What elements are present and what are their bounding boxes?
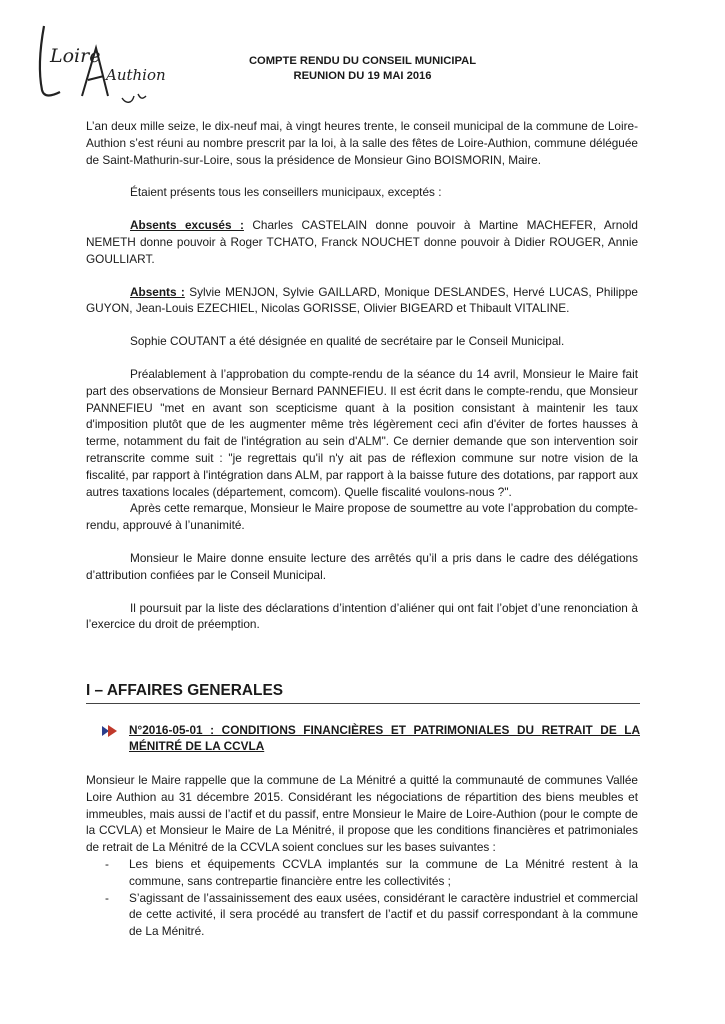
list-item (86, 856, 638, 890)
absents-excuses-label: Absents excusés : (130, 218, 244, 233)
section-title: I – AFFAIRES GENERALES (86, 682, 640, 704)
paragraph-approval-observations: Préalablement à l’approbation du compte-rendu de la séance du 14 avril, Monsieur le Maire fait part des observations de Monsieur Bernard PANNEFIEU. Il est écrit dans le compte-rendu, que Monsieur PANNEFIEU "met en avant son scepticisme quant à la position consistant à maintenir les taux d'imposition plutôt que de les augmenter même très légèrement ceci afin d'éviter de fortes hausses à terme, notamment du fait de l'intégration au sein d'ALM". Ce dernier demande que son intervention soir retranscrite comme suit : "je regrettais qu'il n'y ait pas de réflexion commune sur notre vision de la fiscalité, par rapport à l'intégration dans ALM, par rapport à la baisse future des dotations, par rapport aux autres taxations locales (département, comcom). Quelle fiscalité voulons-nous ?". (86, 366, 638, 499)
list-item-text: S’agissant de l’assainissement des eaux usées, considérant le caractère industriel et commercial de cette activité, il sera procédé au transfert de l’actif et du passif correspondant à la commune de La Ménitré. (129, 890, 638, 939)
document-body (86, 118, 638, 633)
absents-label: Absents : (130, 284, 185, 299)
agenda-item-intro: Monsieur le Maire rappelle que la commune de La Ménitré a quitté la communauté de communes Vallée Loire Authion au 31 décembre 2015. Considérant les négociations de répartition des biens meubles et immeubles, mais aussi de l’actif et du passif, entre Monsieur le Maire de Loire-Authion (pour le compte de la CCVLA) et Monsieur le Maire de La Ménitré, il propose que les conditions financières et patrimoniales de retrait de La Ménitré de la CCVLA soient conclues sur les bases suivantes : (86, 773, 638, 855)
paragraph-arretes: Monsieur le Maire donne ensuite lecture des arrêtés qu’il a pris dans le cadre des délégations d’attribution confiées par le Conseil Municipal. (86, 550, 638, 582)
arrow-bullet-icon (100, 723, 120, 739)
paragraph-absents-excuses (86, 217, 638, 267)
header-title-line2: REUNION DU 19 MAI 2016 (293, 70, 432, 82)
paragraph-absents (86, 284, 638, 318)
dash-marker: - (105, 890, 109, 905)
list-item-text: Les biens et équipements CCVLA implantés sur la commune de La Ménitré restent à la commune, sans contrepartie financière entre les collectivités ; (129, 856, 638, 888)
list-item (86, 890, 638, 940)
agenda-item-title: N°2016-05-01 : CONDITIONS FINANCIÈRES ET PATRIMONIALES DU RETRAIT DE LA MÉNITRÉ DE LA CCVLA (129, 723, 640, 753)
paragraph-opening: L’an deux mille seize, le dix-neuf mai, à vingt heures trente, le conseil municipal de la commune de Loire-Authion s’est réuni au nombre prescrit par la loi, à la salle des fêtes de Loire-Authion, commune déléguée de Saint-Mathurin-sur-Loire, sous la présidence de Monsieur Gino BOISMORIN, Maire. (86, 119, 638, 167)
logo-text-top: Loire (50, 45, 101, 67)
dash-marker: - (105, 856, 109, 871)
agenda-item-body (86, 772, 638, 940)
paragraph-approval-vote: Après cette remarque, Monsieur le Maire propose de soumettre au vote l’approbation du compte-rendu, approuvé à l’unanimité. (86, 501, 638, 533)
paragraph-present: Étaient présents tous les conseillers municipaux, exceptés : (130, 185, 442, 200)
logo-text-bottom: Authion (106, 66, 166, 84)
document-header (190, 54, 535, 84)
agenda-item (100, 722, 640, 754)
absents-excuses-text: Charles CASTELAIN donne pouvoir à Martine MACHEFER, Arnold NEMETH donne pouvoir à Roger TCHATO, Franck NOUCHET donne pouvoir à Didier ROUGER, Annie GOULLIART. (86, 218, 638, 266)
paragraph-secretary: Sophie COUTANT a été désignée en qualité de secrétaire par le Conseil Municipal. (130, 334, 565, 349)
loire-authion-logo (30, 18, 170, 110)
paragraph-preemption: Il poursuit par la liste des déclarations d’intention d’aliéner qui ont fait l’objet d’une renonciation à l’exercice du droit de préemption. (86, 600, 638, 632)
header-title-line1: COMPTE RENDU DU CONSEIL MUNICIPAL (248, 55, 477, 67)
absents-text: Sylvie MENJON, Sylvie GAILLARD, Monique DESLANDES, Hervé LUCAS, Philippe GUYON, Jean-Louis EZECHIEL, Nicolas GORISSE, Olivier BIGEARD et Thibault VITALINE. (86, 284, 638, 316)
